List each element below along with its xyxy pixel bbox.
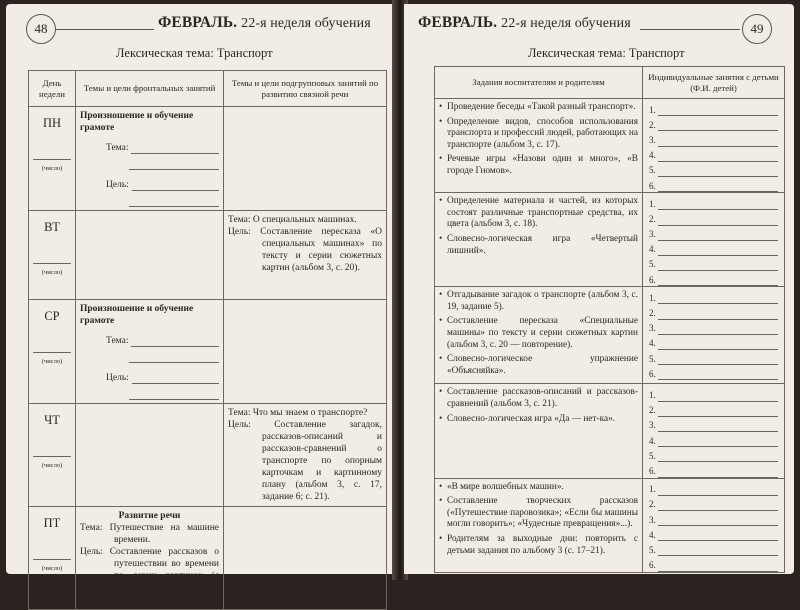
task-item: • Составление творческих рассказов («Путешествие паровозика»; «Если бы машины могли говорить»; «Чудесные превращения»...). (439, 496, 638, 531)
child-entry-line: 6. (649, 365, 778, 380)
child-entry-line: 2. (649, 304, 778, 319)
tasks-cell (435, 99, 643, 193)
page-title-right: ФЕВРАЛЬ. 22-я неделя обучения (418, 14, 631, 31)
group-cell (224, 507, 387, 610)
child-entry-line: 5. (649, 162, 778, 177)
child-entry-line: 6. (649, 462, 778, 477)
individual-cell (643, 193, 785, 287)
individual-cell (643, 287, 785, 384)
right-page (404, 4, 794, 574)
page-title-left: ФЕВРАЛЬ. 22-я неделя обучения (158, 14, 371, 31)
right-rows (434, 98, 784, 573)
day-cell: ВТ (число) (29, 211, 76, 300)
child-entry-line: 6. (649, 556, 778, 571)
frontal-cell: Произношение и обучение грамоте Тема: Цель: (76, 107, 224, 211)
child-entry-line: 4. (649, 335, 778, 350)
frontal-cell: Произношение и обучение грамоте Тема: Цель: (76, 300, 224, 404)
group-cell: Тема: О специальных машинах. Цель: Составление пересказа «О специальных машинах» по тексту и серии сюжетных картин (альбом 3, с. 20). (224, 211, 387, 300)
table-row (29, 300, 387, 404)
page-number-left: 48 (26, 14, 56, 44)
child-entry-line: 4. (649, 432, 778, 447)
child-entry-line: 3. (649, 320, 778, 335)
col-header-group: Темы и цели подгрупповых занятий по развитию связной речи (224, 71, 387, 107)
child-entry-line: 5. (649, 447, 778, 462)
child-entry-line: 5. (649, 541, 778, 556)
table-row (435, 287, 785, 384)
table-row (435, 99, 785, 193)
child-entry-line: 5. (649, 256, 778, 271)
table-row (435, 193, 785, 287)
child-entry-line: 3. (649, 131, 778, 146)
tasks-cell (435, 384, 643, 478)
tasks-cell (435, 478, 643, 572)
task-item: • Отгадывание загадок о транспорте (альбом 3, с. 19, задание 5). (439, 290, 638, 313)
page-number-right: 49 (742, 14, 772, 44)
task-item: • Составление рассказов-описаний и рассказов-сравнений (альбом 3, с. 21). (439, 387, 638, 410)
col-header-tasks: Задания воспитателям и родителям (435, 67, 643, 99)
day-cell: СР (число) (29, 300, 76, 404)
table-row (29, 507, 387, 610)
individual-cell (643, 478, 785, 572)
task-item: • Родителям за выходные дни: повторить с детьми задания по альбому 3 (с. 17–21). (439, 534, 638, 557)
task-item: • Словесно-логическое упражнение «Объясняйка». (439, 354, 638, 377)
child-entry-line: 2. (649, 210, 778, 225)
child-entry-line: 1. (649, 481, 778, 496)
child-entry-line: 4. (649, 241, 778, 256)
task-item: • Словесно-логическая игра «Четвертый лишний». (439, 234, 638, 257)
col-header-individual: Индивидуальные занятия с детьми (Ф.И. детей) (643, 67, 785, 99)
title-rule (56, 29, 154, 30)
individual-cell (643, 99, 785, 193)
child-entry-line: 6. (649, 271, 778, 286)
child-entry-line: 3. (649, 511, 778, 526)
col-header-day: День недели (29, 71, 76, 107)
title-rule (640, 29, 740, 30)
child-entry-line: 2. (649, 116, 778, 131)
col-header-frontal: Темы и цели фронтальных занятий (76, 71, 224, 107)
child-entry-line: 2. (649, 402, 778, 417)
tasks-cell (435, 193, 643, 287)
left-page (6, 4, 396, 605)
child-entry-line: 1. (649, 195, 778, 210)
individual-cell (643, 384, 785, 478)
left-schedule-table (28, 70, 387, 610)
task-item: • Речевые игры «Назови один и много», «В городе Гномов». (439, 154, 638, 177)
day-cell: ПН (число) (29, 107, 76, 211)
group-cell: Тема: Что мы знаем о транспорте? Цель: Составление загадок, рассказов-описаний и рассказов-сравнений о транспорте по опорным карточкам и картинному плану (альбом 3, с. 17, задание 6; с. 21). (224, 404, 387, 507)
group-cell (224, 300, 387, 404)
frontal-cell: Развитие речи Тема: Путешествие на машине времени. Цель: Составление рассказов о путешествии во времени по серии картинок (с опорой на предметные картинки). (76, 507, 224, 610)
lexical-theme-left: Лексическая тема: Транспорт (116, 46, 273, 60)
day-cell: ПТ (число) (29, 507, 76, 610)
child-entry-line: 2. (649, 496, 778, 511)
child-entry-line: 5. (649, 350, 778, 365)
child-entry-line: 3. (649, 226, 778, 241)
table-row (435, 384, 785, 478)
task-item: • Определение материала и частей, из которых состоят различные транспортные средства, их цвета (альбом 3, с. 18). (439, 196, 638, 231)
lexical-theme-right: Лексическая тема: Транспорт (528, 46, 685, 60)
table-row (29, 107, 387, 211)
child-entry-line: 4. (649, 526, 778, 541)
day-cell: ЧТ (число) (29, 404, 76, 507)
child-entry-line: 1. (649, 289, 778, 304)
table-row (435, 478, 785, 572)
table-row (29, 404, 387, 507)
child-entry-line: 6. (649, 177, 778, 192)
frontal-cell (76, 404, 224, 507)
group-cell (224, 107, 387, 211)
task-item: • Проведение беседы «Такой разный транспорт». (439, 102, 638, 114)
child-entry-line: 4. (649, 147, 778, 162)
task-item: • Составление пересказа «Специальные машины» по тексту и серии сюжетных картин (альбом 3, с. 20 — повторение). (439, 316, 638, 351)
child-entry-line: 3. (649, 417, 778, 432)
table-row (29, 211, 387, 300)
task-item: • Словесно-логическая игра «Да — нет-ка». (439, 414, 638, 426)
child-entry-line: 1. (649, 386, 778, 401)
tasks-cell (435, 287, 643, 384)
frontal-cell (76, 211, 224, 300)
child-entry-line: 1. (649, 101, 778, 116)
task-item: • «В мире волшебных машин». (439, 482, 638, 494)
task-item: • Определение видов, способов использования транспорта и профессий людей, работающих на транспорте (альбом 3, с. 17). (439, 117, 638, 152)
right-schedule-table (434, 66, 785, 99)
